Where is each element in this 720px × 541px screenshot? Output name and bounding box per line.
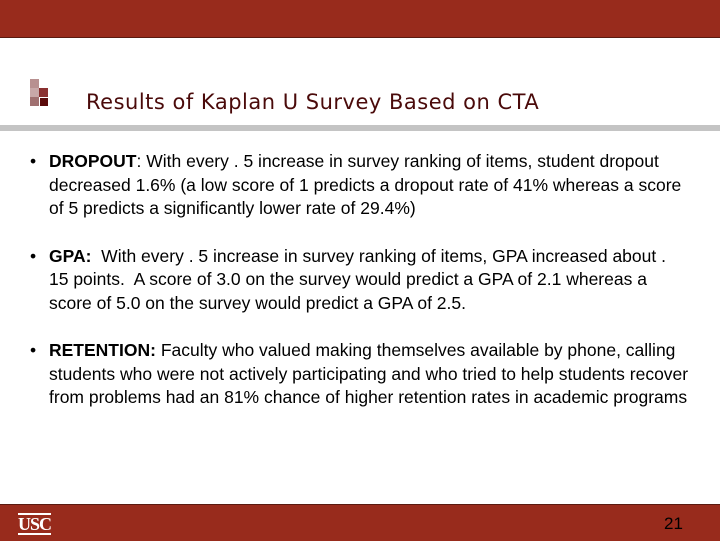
usc-logo: USC [18, 514, 52, 534]
bullet-dropout [30, 150, 690, 221]
bullet-list [30, 150, 690, 434]
footer-bar [0, 504, 720, 541]
bullet-text: : With every . 5 increase in survey ranking of items, student dropout decreased 1.6% (a low score of 1 predicts a dropout rate of 41% whereas a score of 5 predicts a significantly lower rate of 29.4%) [49, 151, 682, 218]
bullet-text: Faculty who valued making themselves available by phone, calling students who were not actively participating and who tried to help students recover from problems had an 81% chance of higher retention rates in academic programs [49, 340, 689, 407]
top-banner [0, 0, 720, 38]
bullet-text: With every . 5 increase in survey ranking of items, GPA increased about . 15 points. A score of 3.0 on the survey would predict a GPA of 2.1 whereas a score of 5.0 on the survey would predict a GPA of 2.5. [49, 245, 671, 313]
bullet-label: GPA: [49, 245, 92, 266]
bullet-retention [30, 339, 690, 410]
bullet-label: RETENTION: [49, 340, 156, 360]
bullet-label: DROPOUT [49, 151, 137, 171]
page-number: 21 [664, 514, 683, 533]
bullet-marker: • [30, 340, 37, 360]
bullet-marker: • [30, 151, 37, 171]
slide-title: Results of Kaplan U Survey Based on CTA [86, 90, 540, 114]
title-divider [0, 125, 720, 131]
bullet-marker: • [30, 245, 37, 266]
bullet-gpa [30, 245, 690, 316]
